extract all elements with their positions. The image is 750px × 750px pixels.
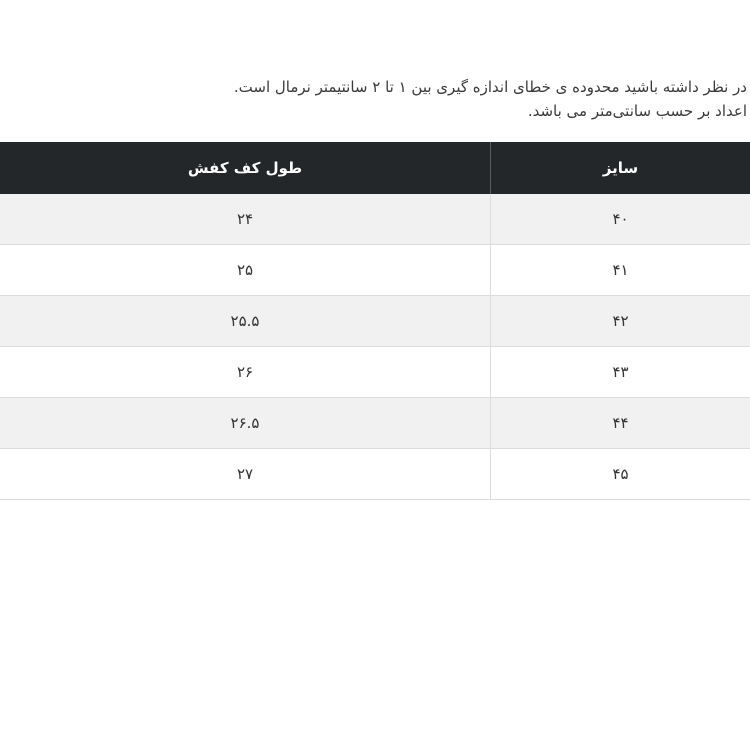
- size-cell: ۴۰: [491, 194, 750, 245]
- size-cell: ۴۴: [491, 398, 750, 449]
- table-row: [0, 398, 750, 449]
- sole-length-cell: ۲۵: [0, 245, 491, 296]
- header-sole-length: طول کف کفش: [0, 142, 491, 194]
- sole-length-cell: ۲۴: [0, 194, 491, 245]
- sole-length-cell: ۲۶.۵: [0, 398, 491, 449]
- table-row: [0, 296, 750, 347]
- units-note: اعداد بر حسب سانتی‌متر می باشد.: [527, 102, 747, 120]
- measurement-error-note: در نظر داشته باشید محدوده ی خطای اندازه گیری بین ۱ تا ۲ سانتیمتر نرمال است.: [233, 78, 747, 96]
- sole-length-cell: ۲۵.۵: [0, 296, 491, 347]
- table-row: [0, 449, 750, 500]
- header-size: سایز: [491, 142, 750, 194]
- sole-length-cell: ۲۶: [0, 347, 491, 398]
- table-row: [0, 347, 750, 398]
- size-cell: ۴۱: [491, 245, 750, 296]
- size-cell: ۴۵: [491, 449, 750, 500]
- table-row: [0, 194, 750, 245]
- size-cell: ۴۳: [491, 347, 750, 398]
- size-cell: ۴۲: [491, 296, 750, 347]
- sole-length-cell: ۲۷: [0, 449, 491, 500]
- table-row: [0, 245, 750, 296]
- table-header-row: [0, 142, 750, 194]
- size-chart-table: [0, 142, 750, 500]
- size-guide-notes: [7, 75, 747, 123]
